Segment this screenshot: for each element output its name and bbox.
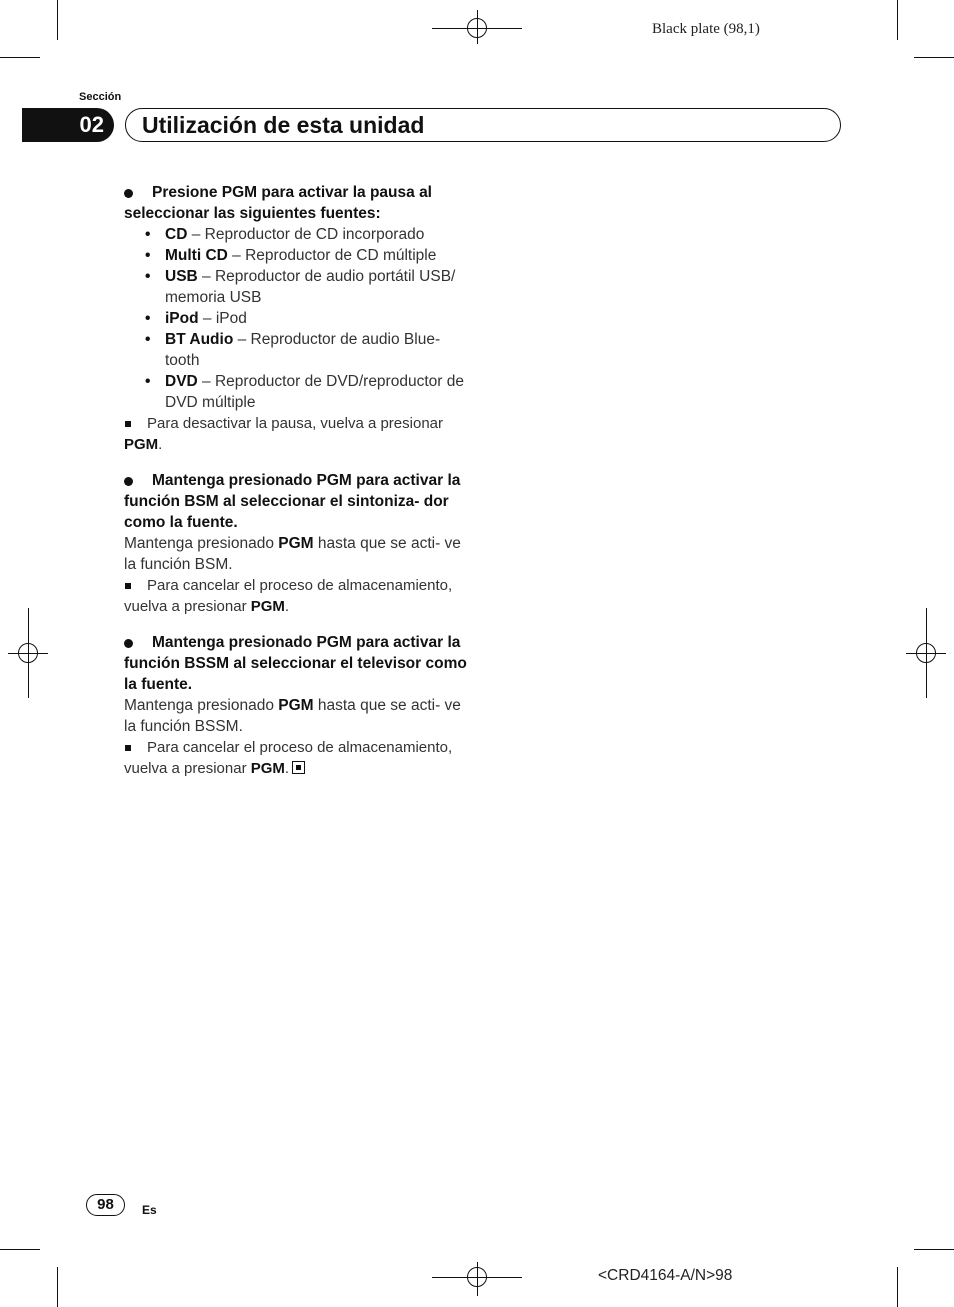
note-key: PGM [250, 760, 285, 777]
pause-block [124, 182, 474, 455]
crop-mark-top-left-vertical [57, 0, 58, 40]
bsm-heading: Mantenga presionado PGM para activar la función BSM al seleccionar el sintoniza- dor como la fuente. [124, 470, 474, 533]
body-text: hasta que se acti- ve la función BSM. [124, 535, 461, 573]
pause-heading: Presione PGM para activar la pausa al seleccionar las siguientes fuentes: [124, 182, 474, 224]
body-key: PGM [278, 697, 314, 714]
registration-mark-left-circle [18, 643, 38, 663]
note-key: PGM [124, 436, 159, 453]
main-content [124, 182, 474, 794]
source-name: USB [165, 268, 198, 285]
bssm-block [124, 632, 474, 779]
source-list [124, 224, 474, 413]
source-name: Multi CD [165, 247, 228, 264]
crop-mark-top-left-horizontal [0, 57, 40, 58]
plate-label: Black plate (98,1) [652, 21, 760, 37]
language-code: Es [142, 1203, 157, 1217]
registration-mark-top-circle [467, 18, 487, 38]
note-text: Para cancelar el proceso de almacenamiento, vuelva a presionar [124, 739, 453, 777]
end-of-section-icon [292, 761, 305, 774]
bssm-note [124, 737, 474, 779]
list-item [165, 224, 474, 245]
note-end: . [284, 598, 290, 615]
source-name: CD [165, 226, 188, 243]
section-title: Utilización de esta unidad [125, 108, 841, 142]
note-end: . [284, 760, 290, 777]
crop-mark-bottom-left-vertical [57, 1267, 58, 1307]
section-number: 02 [22, 108, 114, 142]
bsm-body [124, 533, 474, 575]
registration-mark-bottom-circle [467, 1267, 487, 1287]
source-desc: – Reproductor de audio portátil USB/ memoria USB [165, 268, 456, 306]
body-key: PGM [278, 535, 314, 552]
section-label: Sección [79, 91, 122, 103]
source-desc: – Reproductor de CD múltiple [232, 247, 437, 264]
source-desc: – Reproductor de CD incorporado [191, 226, 425, 243]
body-text: Mantenga presionado [124, 535, 279, 552]
crop-mark-bottom-right-horizontal [914, 1249, 954, 1250]
body-text: Mantenga presionado [124, 697, 279, 714]
crop-mark-bottom-left-horizontal [0, 1249, 40, 1250]
source-desc: – iPod [202, 310, 247, 327]
list-item [165, 245, 474, 266]
source-desc: – Reproductor de DVD/reproductor de DVD múltiple [165, 373, 464, 411]
source-name: iPod [165, 310, 199, 327]
list-item [165, 329, 474, 371]
note-key: PGM [250, 598, 285, 615]
crop-mark-top-right-horizontal [914, 57, 954, 58]
crop-mark-top-right-vertical [897, 0, 898, 40]
list-item [165, 266, 474, 308]
pause-note [124, 413, 474, 455]
bssm-body [124, 695, 474, 737]
list-item [165, 371, 474, 413]
source-desc: – Reproductor de audio Blue- tooth [165, 331, 441, 369]
bsm-note [124, 575, 474, 617]
registration-mark-right-circle [916, 643, 936, 663]
bsm-block [124, 470, 474, 617]
bssm-heading: Mantenga presionado PGM para activar la función BSSM al seleccionar el televisor como la fuente. [124, 632, 474, 695]
page-number: 98 [86, 1194, 125, 1216]
note-text: Para cancelar el proceso de almacenamiento, vuelva a presionar [124, 577, 453, 615]
source-name: DVD [165, 373, 198, 390]
crop-mark-bottom-right-vertical [897, 1267, 898, 1307]
list-item [165, 308, 474, 329]
body-text: hasta que se acti- ve la función BSSM. [124, 697, 461, 735]
note-text: Para desactivar la pausa, vuelva a presionar [147, 415, 444, 432]
document-code: <CRD4164-A/N>98 [598, 1267, 733, 1284]
source-name: BT Audio [165, 331, 234, 348]
note-end: . [158, 436, 163, 453]
